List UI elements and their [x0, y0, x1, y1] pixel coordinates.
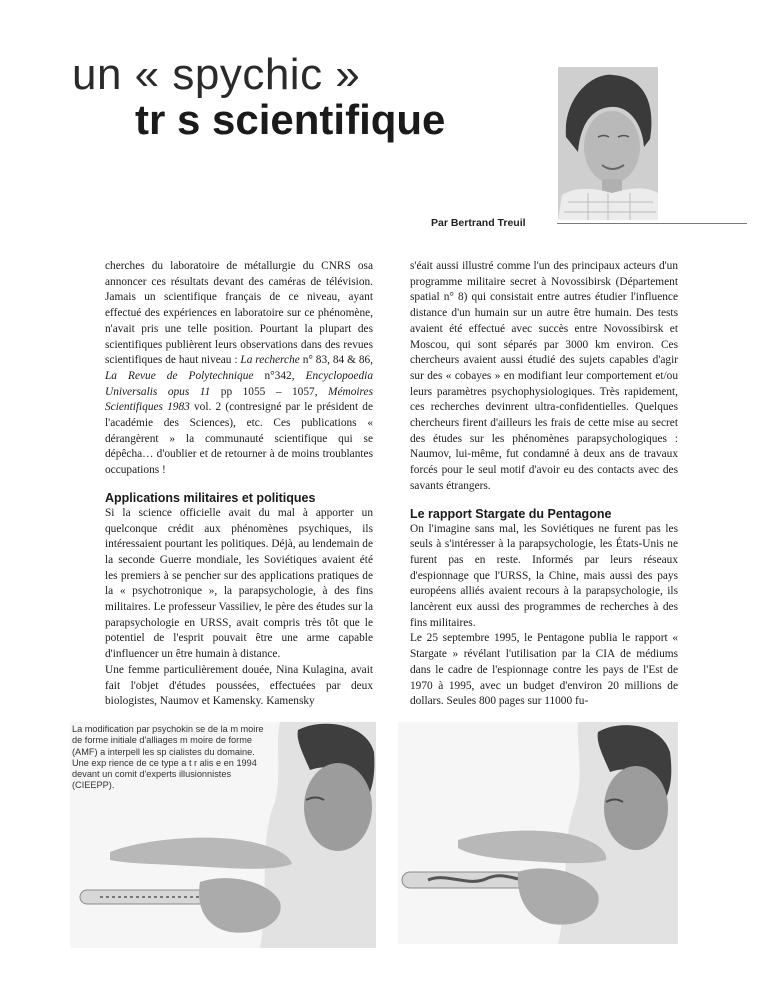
- right-column: [410, 259, 678, 710]
- reference-title: Encyclopoedia Universalis opus 11: [105, 369, 373, 398]
- author-portrait: [558, 67, 658, 220]
- paragraph: s'éait aussi illustré comme l'un des principaux acteurs d'un programme militaire secret à Novossibirsk (Département spatial n° 8) qui consistait entre autres étudier l'influence distance d'un humain sur un autre être humain. Des tests avaient été effectué avec succès entre Novossibirsk et Moscou, qui sont séparés par 3000 km environ. Ces chercheurs avaient aussi étudié des sujets capables d'agir sur des « cobayes » en modifiant leur comportement et/ou leurs paramètres psychophysiologiques. Très rapidement, ces recherches devinrent ultra-confidentielles. Quelques chercheurs firent d'ailleurs les frais de cette mise au secret des études sur les phénomènes parapsychologiques : Naumov, lui-même, fut condamné à deux ans de travaux forcés pour le seul motif d'avoir eu des contacts avec des savants étrangers.: [410, 260, 678, 492]
- section-heading: Le rapport Stargate du Pentagone: [410, 506, 612, 521]
- paragraph: On l'imagine sans mal, les Soviétiques ne furent pas les seuls à s'intéresser à la parapsychologie, les États-Unis ne furent pas en reste. Informés par leurs réseaux d'espionnage que l'URSS, la Chine, mais aussi des pays européens alliés avaient recours à la parapsychologie, ils lancèrent eux aussi des programmes de recherches à des fins militaires.: [410, 522, 678, 629]
- author-portrait-image: [558, 67, 658, 220]
- paragraph: Si la science officielle avait du mal à apporter un quelconque crédit aux phénomènes psychiques, ils intéressaient pourtant les politiques. Déjà, au lendemain de la seconde Guerre mondiale, les Soviétiques avaient été les premiers à se pencher sur des applications pratiques de la « psychotronique », la parapsychologie, à des fins militaires. Le professeur Vassiliev, le père des études sur la parapsychologie en URSS, avait compris très tôt que le potentiel de l'esprit pouvait être une arme capable d'influencer un être humain à distance.: [105, 506, 373, 661]
- experiment-photo-right: [398, 722, 678, 944]
- paragraph: Une femme particulièrement douée, Nina Kulagina, avait fait l'objet d'études poussées, effectuées par deux biologistes, Naumov et Kamensky. Kamensky: [105, 663, 373, 708]
- byline-rule: [557, 223, 747, 224]
- reference-text: n° 83, 84 & 86,: [299, 354, 373, 367]
- section-heading: Applications militaires et politiques: [105, 490, 316, 505]
- reference-title: Mémoires Scientifiques 1983: [105, 385, 373, 414]
- title-line-2: tr s scientifique: [135, 96, 446, 143]
- title-line-1: un « spychic »: [72, 50, 361, 99]
- byline: Par Bertrand Treuil: [431, 217, 526, 229]
- left-column: [105, 259, 373, 710]
- reference-text: n°342,: [253, 369, 306, 382]
- paragraph: Le 25 septembre 1995, le Pentagone publia le rapport « Stargate » révélant l'utilisation par la CIA de médiums dans le cadre de l'espionnage contre les pays de l'Est de 1970 à 1995, avec un budget d'environ 20 millions de dollars. Seules 800 pages sur 11000 fu-: [410, 632, 678, 708]
- reference-title: La recherche: [240, 354, 300, 367]
- photo-caption: La modification par psychokin se de la m moire de forme initiale d'alliages m moire de forme (AMF) a interpell les sp cialistes du domaine. Une exp rience de ce type a t r alis e en 1994 devant un comit d'experts illusionnistes (CIEEPP).: [72, 724, 264, 791]
- reference-text: vol. 2 (contresigné par le président de l'académie des Sciences), etc. Ces publications « dérangèrent » la communauté scientifique qui se dépêcha… d'oublier et de retourner à de moins troublantes occupations !: [105, 401, 373, 477]
- reference-title: La Revue de Polytechnique: [105, 369, 254, 382]
- paragraph: [105, 259, 373, 479]
- paragraph-text: cherches du laboratoire de métallurgie du CNRS osa annoncer ces résultats devant des caméras de télévision. Jamais un scientifique français de ce niveau, ayant effectué des expériences en laboratoire sur ce phénomène, n'avait pris une telle position. Pourtant la plupart des scientifiques publièrent leurs observations dans des revues scientifiques de haut niveau :: [105, 260, 373, 367]
- reference-text: pp 1055 – 1057,: [210, 385, 329, 398]
